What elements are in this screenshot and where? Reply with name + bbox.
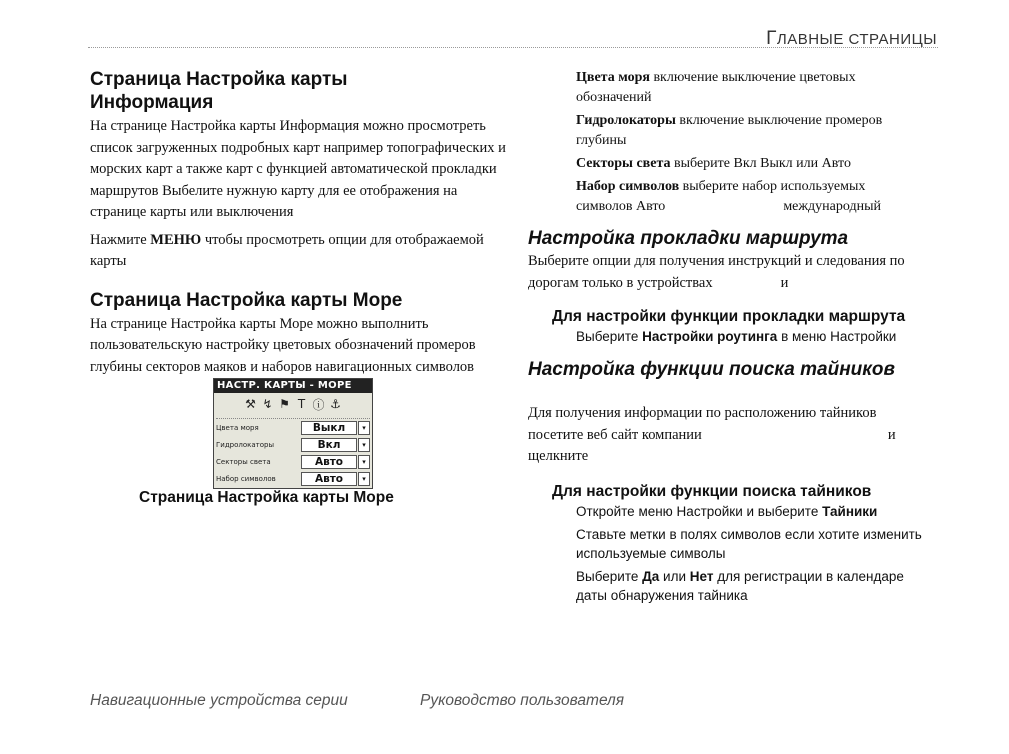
procedure-title-geocache: Для настройки функции поиска тайников (552, 482, 872, 500)
header-rule (88, 47, 938, 48)
term-text: включение выключение промеров глубины (576, 113, 883, 148)
route-icon[interactable]: ↯ (262, 397, 273, 411)
device-row-label: Гидролокаторы (216, 440, 274, 449)
figure-caption: Страница Настройка карты Море (139, 489, 394, 506)
routing-step (528, 327, 938, 346)
term-text: символов Авто (576, 199, 666, 214)
term-light-sectors (576, 154, 916, 174)
geocache-paragraph-d: щелкните (528, 448, 589, 464)
step-bold: Тайники (822, 503, 878, 519)
term-text: выберите Вкл Выкл или Авто (670, 156, 851, 171)
anchor-icon[interactable]: ⚓ (330, 397, 341, 411)
chevron-down-icon[interactable]: ▾ (358, 455, 370, 469)
device-separator (216, 418, 370, 419)
section-title-sea: Страница Настройка карты Море (90, 289, 403, 311)
map-icon[interactable]: ⚒ (245, 397, 256, 411)
step-text: или (659, 568, 690, 584)
term-label: Секторы света (576, 156, 671, 171)
routing-paragraph-c: и (780, 274, 789, 291)
device-row-sea-colors (216, 420, 370, 435)
term-label: Набор символов (576, 179, 680, 194)
menu-paragraph (90, 230, 510, 273)
term-sea-colors (576, 68, 916, 108)
menu-key-label: МЕНЮ (150, 231, 202, 248)
sonar-select[interactable]: Вкл (301, 438, 357, 452)
geocache-step-1 (576, 502, 938, 521)
step-text: в меню Настройки (777, 329, 897, 344)
device-row-label: Цвета моря (216, 423, 259, 432)
left-column (90, 68, 510, 378)
device-row-light-sectors (216, 454, 370, 469)
sea-paragraph: На странице Настройка карты Море можно выполнить пользовательскую настройку цветовых обозначений промеров глубины секторов маяков и наборов навигационных символов (90, 315, 476, 375)
info-paragraph: На странице Настройка карты Информация можно просмотреть список загруженных подробных карт например топографических и морских карт а также карт с функцией автоматической прокладки маршрутов Выбелите нужную карту для ее отображения на странице карты или выключения (90, 118, 506, 220)
sea-colors-select[interactable]: Выкл (301, 421, 357, 435)
device-row-sonar (216, 437, 370, 452)
step-text: Откройте меню Настройки и выберите (576, 503, 823, 519)
geocache-step-3 (576, 567, 938, 605)
device-icon-toolbar (214, 393, 372, 415)
geocache-paragraph-a: Для получения информации по расположению тайников (528, 405, 877, 421)
section-title-routing: Настройка прокладки маршрута (528, 228, 849, 249)
device-screen (213, 378, 373, 489)
section-title-info-line1: Страница Настройка карты (90, 69, 348, 90)
step-text: Выберите (576, 329, 643, 344)
geocache-step-2: Ставьте метки в полях символов если хотите изменить используемые символы (576, 526, 922, 561)
text-icon[interactable]: T (297, 397, 306, 411)
term-text: включение выключение цветовых обозначений (576, 70, 856, 105)
term-list (528, 68, 916, 217)
device-row-label: Секторы света (216, 457, 271, 466)
device-title-bar: НАСТР. КАРТЫ - МОРЕ (214, 379, 372, 393)
term-sonar (576, 111, 916, 151)
term-label: Цвета моря (576, 70, 650, 85)
light-sectors-select[interactable]: Авто (301, 455, 357, 469)
procedure-title-routing: Для настройки функции прокладки маршрута (552, 308, 906, 325)
geocache-paragraph-b: посетите веб сайт компании (528, 426, 702, 443)
running-head-cap: Г (766, 28, 777, 49)
step-text: Выберите (576, 568, 643, 584)
step-text: для регистрации в календаре даты обнаружения тайника (576, 568, 904, 603)
menu-paragraph-post: чтобы просмотреть опции для отображаемой карты (90, 231, 484, 269)
term-text: выберите набор используемых (679, 179, 866, 194)
footer-manual: Руководство пользователя (420, 692, 625, 709)
chevron-down-icon[interactable]: ▾ (358, 421, 370, 435)
chevron-down-icon[interactable]: ▾ (358, 472, 370, 486)
step-bold: Настройки роутинга (642, 329, 778, 344)
term-label: Гидролокаторы (576, 113, 676, 128)
section-title-info-line2: Информация (90, 92, 214, 113)
term-symbol-set (576, 177, 916, 197)
device-row-symbol-set (216, 471, 370, 486)
geocache-steps (528, 502, 938, 605)
term-symbol-set-line2 (576, 197, 916, 217)
routing-paragraph-b: дорогам только в устройствах (528, 274, 713, 291)
section-title-info (90, 68, 510, 114)
device-row-label: Набор символов (216, 474, 276, 483)
flag-icon[interactable]: ⚑ (279, 397, 290, 411)
symbol-set-select[interactable]: Авто (301, 472, 357, 486)
routing-paragraph (528, 251, 938, 294)
info-icon[interactable]: ⓘ (312, 397, 325, 412)
running-head-rest: ЛАВНЫЕ СТРАНИЦЫ (776, 31, 937, 48)
menu-paragraph-pre: Нажмите (90, 231, 151, 248)
right-column (528, 68, 938, 605)
step-bold: Нет (689, 568, 714, 584)
geocache-paragraph (528, 403, 938, 468)
term-text: международный (783, 199, 881, 214)
chevron-down-icon[interactable]: ▾ (358, 438, 370, 452)
routing-paragraph-a: Выберите опции для получения инструкций и следования по (528, 253, 905, 269)
geocache-paragraph-c: и (887, 426, 896, 443)
footer-series: Навигационные устройства серии (90, 692, 348, 709)
step-bold: Да (642, 568, 660, 584)
section-title-geocache: Настройка функции поиска тайников (528, 359, 896, 380)
